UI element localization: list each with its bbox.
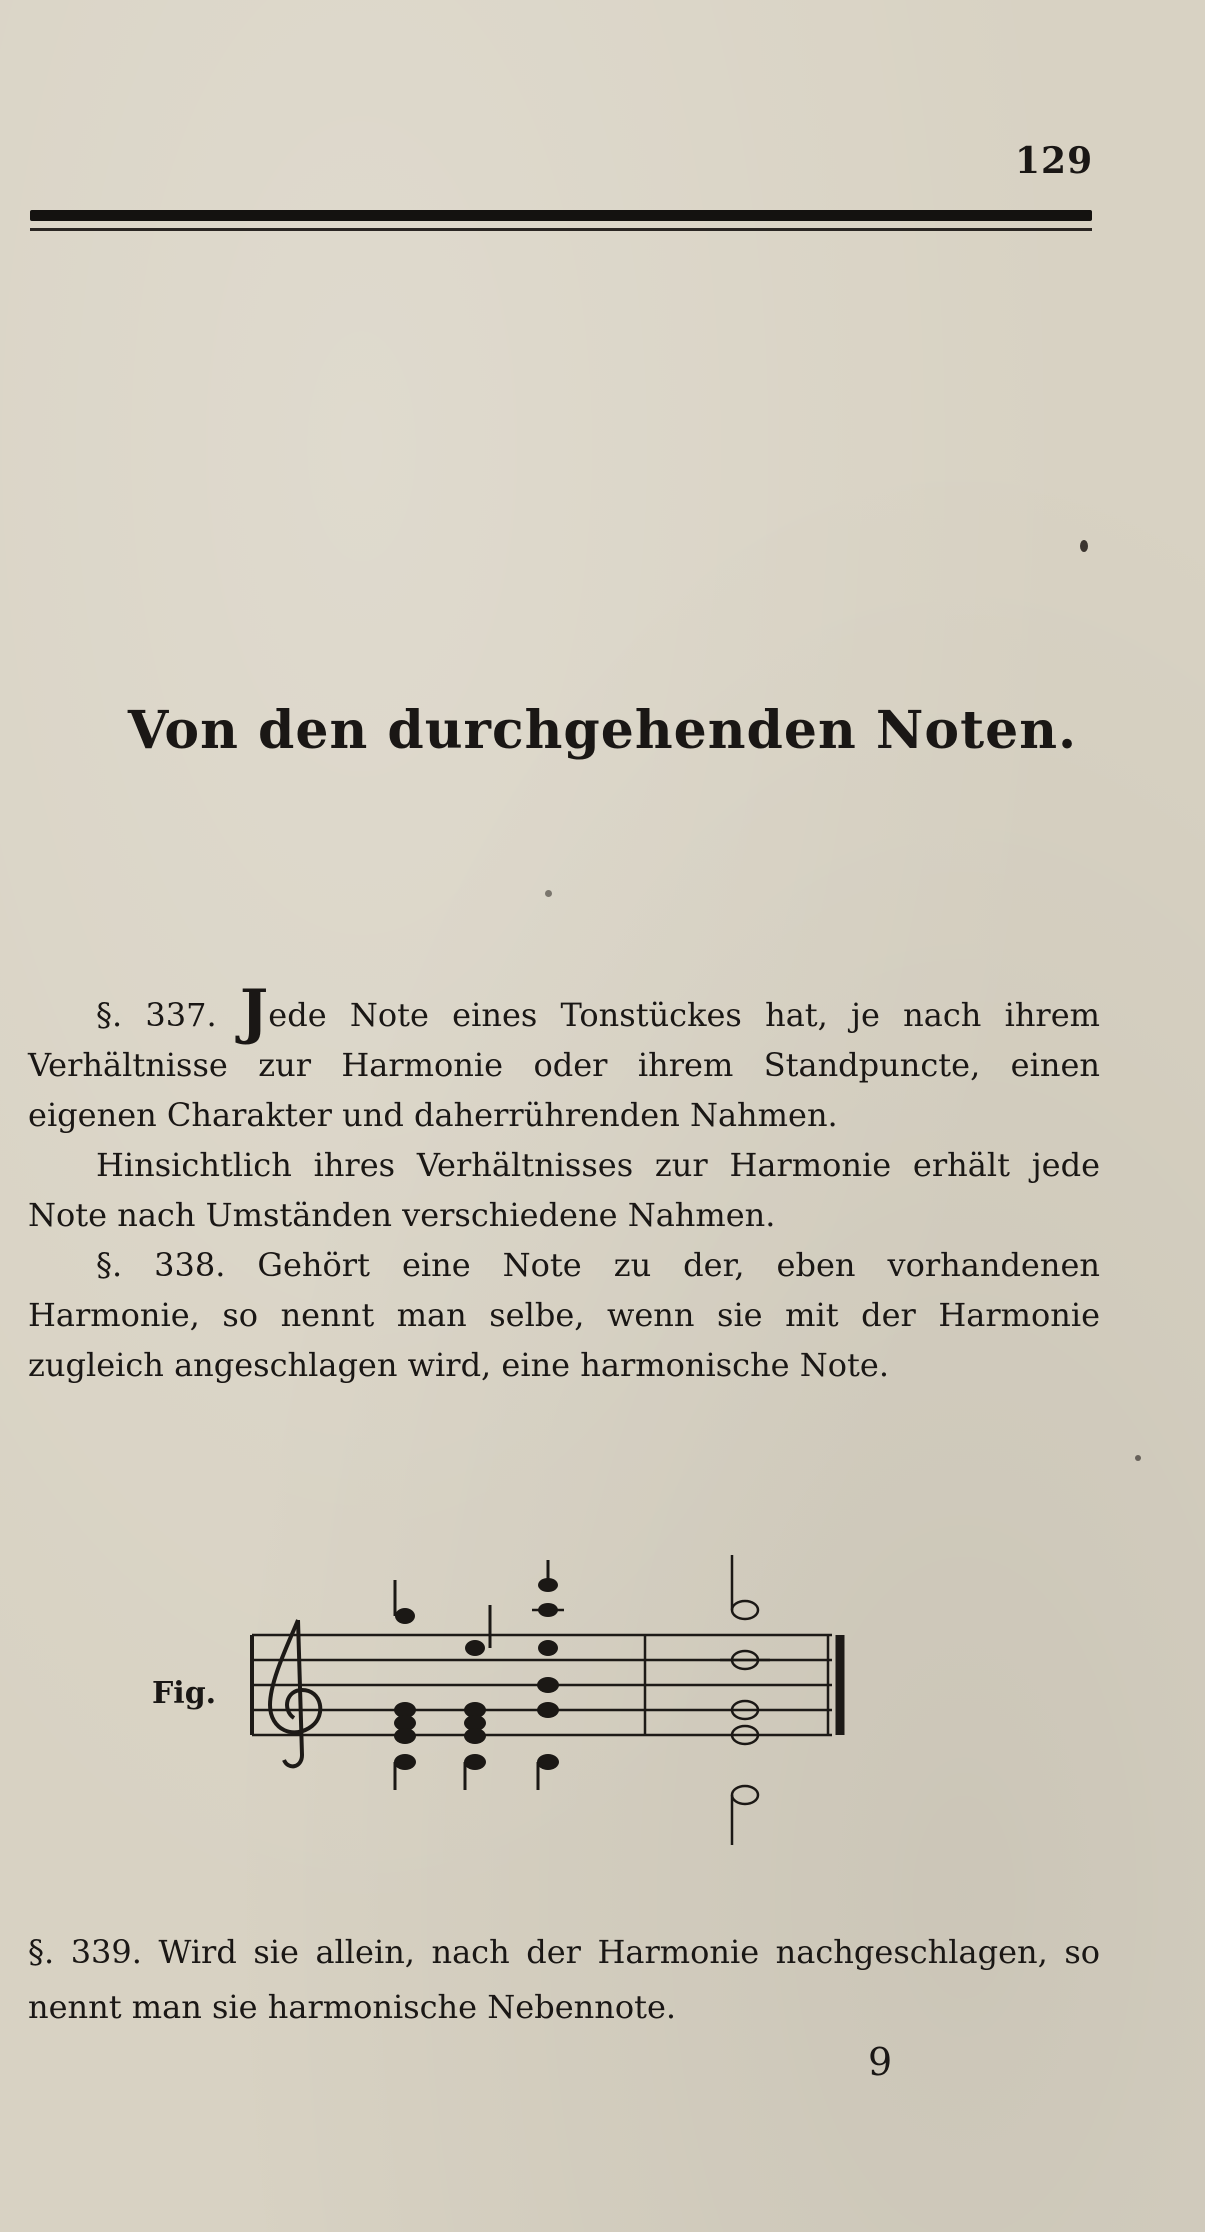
paper-speck (545, 890, 552, 897)
paragraph-337-continued (28, 1140, 1100, 1240)
note-head (394, 1728, 416, 1744)
paragraph-text: ede Note eines Tonstückes hat, je nach ihrem Verhältnisse zur Harmonie oder ihrem Standpuncte, einen eigenen Charakter und daherrührenden Nahmen. (28, 996, 1100, 1134)
section-number: §. 338. (96, 1246, 226, 1284)
music-example (250, 1540, 870, 1860)
header-rule (30, 210, 1092, 221)
note-head (395, 1608, 415, 1624)
paragraph-337 (28, 977, 1100, 1140)
note-head (464, 1754, 486, 1770)
paper-speck (1135, 1455, 1141, 1461)
note-head (465, 1640, 485, 1656)
paragraph-text: Gehört eine Note zu der, eben vorhandenen Harmonie, so nennt man selbe, wenn sie mit der Harmonie zugleich angeschlagen wird, eine harmonische Note. (28, 1246, 1101, 1384)
header-rule-thin (30, 228, 1092, 231)
note-head (537, 1677, 559, 1693)
paragraph-text: Hinsichtlich ihres Verhältnisses zur Harmonie erhält jede Note nach Umständen verschiedene Nahmen. (28, 1146, 1100, 1234)
note-head (464, 1728, 486, 1744)
half-note-head (732, 1601, 758, 1619)
body-text (28, 977, 1101, 1390)
note-head (538, 1640, 558, 1656)
half-note-head (732, 1786, 758, 1804)
page-number: 129 (1015, 140, 1094, 182)
note-head (537, 1754, 559, 1770)
figure-label: Fig. (152, 1676, 217, 1711)
note-head (537, 1702, 559, 1718)
paragraph-339 (28, 1925, 1100, 2035)
paper-speck (1080, 540, 1088, 552)
half-notes (720, 1555, 770, 1845)
drop-capital: J (239, 977, 269, 1047)
signature-mark: 9 (868, 2040, 893, 2084)
section-number: §. 337. (96, 996, 217, 1034)
paragraph-text: Wird sie allein, nach der Harmonie nachgeschlagen, so nennt man sie harmonische Nebennote. (28, 1933, 1101, 2026)
chapter-title: Von den durchgehenden Noten. (127, 700, 1078, 761)
section-number: §. 339. (28, 1933, 142, 1971)
chord-notes (394, 1560, 564, 1790)
paragraph-338 (28, 1240, 1100, 1390)
treble-clef-icon (270, 1620, 320, 1766)
note-head (394, 1754, 416, 1770)
